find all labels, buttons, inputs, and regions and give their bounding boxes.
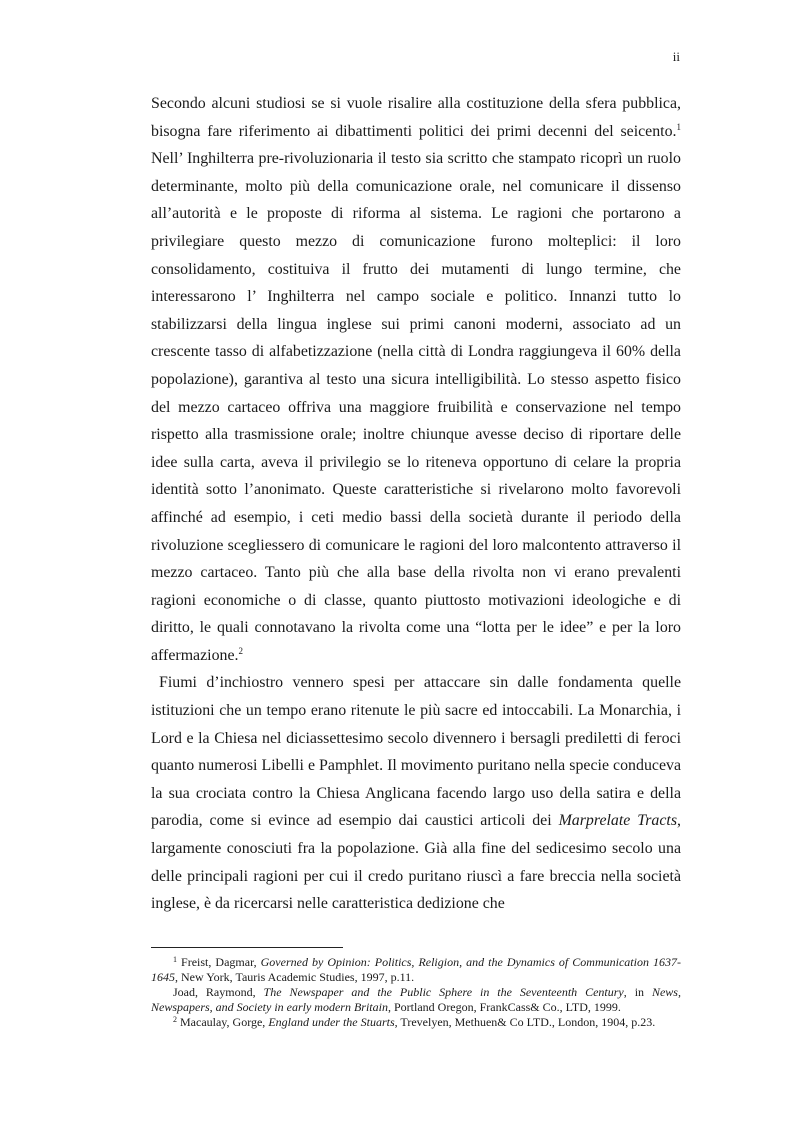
text-run: Fiumi d’inchiostro vennero spesi per attaccare sin dalle fondamenta quelle istituzioni che un tempo erano ritenute le più sacre ed intoccabili. La Monarchia, i Lord e la Chiesa nel diciassettesimo secolo divennero i bersagli prediletti di feroci quanto numerosi Libelli e Pamphlet. Il movimento puritano nella specie conduceva la sua crociata contro la Chiesa Anglicana facendo largo uso della satira e della parodia, come si evince ad esempio dai caustici articoli dei xyxy=(151,674,681,830)
text-run: Nell’ Inghilterra pre-rivoluzionaria il testo sia scritto che stampato ricoprì un ruolo determinante, molto più della comunicazione orale, nel comunicare il dissenso all’autorità e le proposte di riforma al sistema. Le ragioni che portarono a privilegiare questo mezzo di comunicazione furono molteplici: il loro consolidamento, costituiva il frutto dei mutamenti di lungo termine, che interessarono l’ Inghilterra nel campo sociale e politico. Innanzi tutto lo stabilizzarsi della lingua inglese sui primi canoni moderni, associato ad un crescente tasso di alfabetizzazione (nella città di Londra raggiungeva il 60% della popolazione), garantiva al testo una sicura intelligibilità. Lo stesso aspetto fisico del mezzo cartaceo offriva una maggiore fruibilità e conservazione nel tempo rispetto alla trasmissione orale; inoltre chiunque avesse deciso di riportare delle idee sulla carta, aveva il privilegio se lo riteneva opportuno di celare la propria identità sotto l’anonimato. Queste caratteristiche si rivelarono molto favorevoli affinché ad esempio, i ceti medio bassi della società durante il periodo della rivoluzione scegliessero di comunicare le ragioni del loro malcontento attraverso il mezzo cartaceo. Tanto più che alla base della rivolta non vi erano prevalenti ragioni economiche o di classe, quanto piuttosto motivazioni ideologiche e di diritto, le quali connotavano la rivolta come una “lotta per le idee” e per la loro affermazione. xyxy=(151,150,681,664)
paragraph-2 xyxy=(151,669,681,917)
footnote-marker: 1 xyxy=(676,121,681,132)
text-run: Joad, Raymond, xyxy=(173,985,264,999)
text-run: Macaulay, Gorge, xyxy=(177,1015,269,1029)
text-run: Freist, Dagmar, xyxy=(177,955,261,969)
italic-title: Marprelate Tracts xyxy=(558,812,678,830)
italic-title: England under the Stuarts xyxy=(268,1015,395,1029)
footnote-marker: 1 xyxy=(173,955,177,964)
italic-title: Governed by Opinion: Politics, Religion, and the Dynamics of Communication 1637-1645 xyxy=(151,955,681,984)
text-run: , Portland Oregon, FrankCass& Co., LTD, 1999. xyxy=(387,1000,621,1014)
italic-title: The Newspaper and the Public Sphere in the Seventeenth Century xyxy=(263,985,624,999)
footnote-1 xyxy=(151,955,681,985)
footnote-2 xyxy=(151,1015,681,1030)
footnote-marker: 2 xyxy=(173,1015,177,1024)
text-run: , Trevelyen, Methuen& Co LTD., London, 1904, p.23. xyxy=(394,1015,656,1029)
footnote-marker: 2 xyxy=(238,645,243,656)
footnote-1-continued xyxy=(151,985,681,1015)
text-run: , in xyxy=(623,985,652,999)
text-run: , New York, Tauris Academic Studies, 1997, p.11. xyxy=(175,970,415,984)
text-run: , largamente conosciuti fra la popolazione. Già alla fine del sedicesimo secolo una delle principali ragioni per cui il credo puritano riuscì a fare breccia nella società inglese, è da ricercarsi nelle caratteristica dedizione che xyxy=(151,812,681,913)
paragraph-1 xyxy=(151,90,681,669)
text-run: Secondo alcuni studiosi se si vuole risalire alla costituzione della sfera pubblica, bisogna fare riferimento ai dibattimenti politici dei primi decenni del seicento. xyxy=(151,95,681,140)
footnotes xyxy=(151,955,681,1030)
body-text xyxy=(151,90,681,918)
footnote-separator xyxy=(151,947,343,948)
page-number: ii xyxy=(672,49,680,64)
italic-title: News, Newspapers, and Society in early modern Britain xyxy=(151,985,681,1014)
